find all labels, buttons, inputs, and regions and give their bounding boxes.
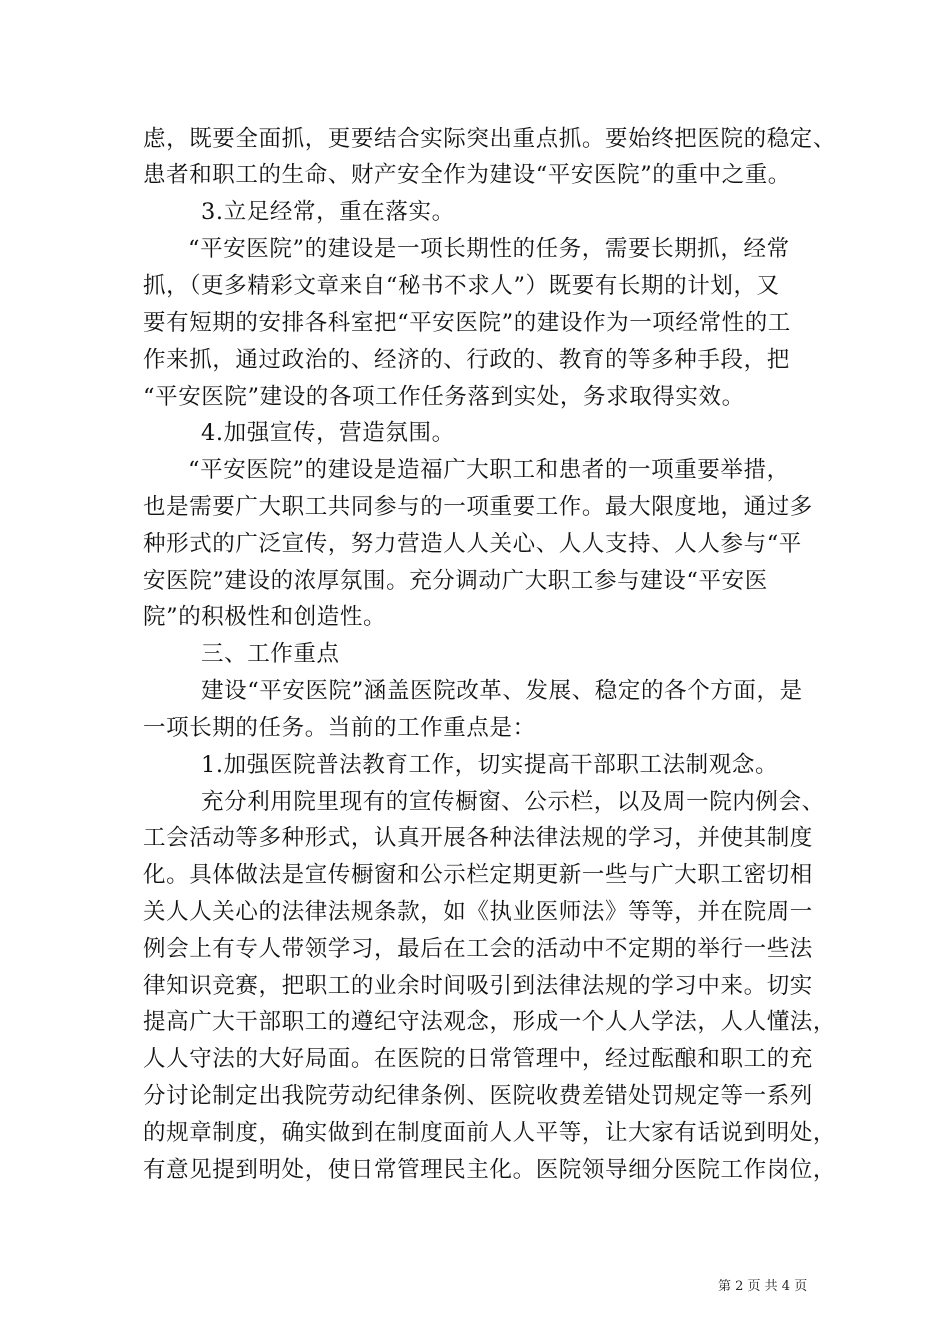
text-line: 有意见提到明处，使日常管理民主化。医院领导细分医院工作岗位， [143,1157,837,1183]
text-line: “平安医院”的建设是造福广大职工和患者的一项重要举措， [188,457,790,483]
text-line: 工会活动等多种形式，认真开展各种法律法规的学习，并使其制度 [143,825,813,851]
text-line: “平安医院”建设的各项工作任务落到实处，务求取得实效。 [143,384,745,410]
text-line: 提高广大干部职工的遵纪守法观念，形成一个人人学法，人人懂法， [143,1009,837,1035]
section-heading: 三、工作重点 [201,641,340,667]
text-line: 种形式的广泛宣传，努力营造人人关心、人人支持、人人参与“平 [143,531,802,557]
text-line: 化。具体做法是宣传橱窗和公示栏定期更新一些与广大职工密切相 [143,862,813,888]
text-line: 的规章制度，确实做到在制度面前人人平等，让大家有话说到明处， [143,1120,837,1146]
text-line: 作来抓，通过政治的、经济的、行政的、教育的等多种手段，把 [143,347,790,373]
text-line: 充分利用院里现有的宣传橱窗、公示栏，以及周一院内例会、 [201,789,825,815]
text-line: 一项长期的任务。当前的工作重点是： [143,715,536,741]
text-line: 要有短期的安排各科室把“平安医院”的建设作为一项经常性的工 [143,310,791,336]
page-number: 第 2 页 共 4 页 [718,1279,808,1294]
text-line: 律知识竞赛，把职工的业余时间吸引到法律法规的学习中来。切实 [143,973,813,999]
text-line: 分讨论制定出我院劳动纪律条例、医院收费差错处罚规定等一系列 [143,1083,813,1109]
text-line: 患者和职工的生命、财产安全作为建设“平安医院”的重中之重。 [143,162,791,188]
text-line: 也是需要广大职工共同参与的一项重要工作。最大限度地，通过多 [143,494,813,520]
text-line: 抓，（更多精彩文章来自“秘书不求人”）既要有长期的计划，又 [143,273,780,299]
text-line: 安医院”建设的浓厚氛围。充分调动广大职工参与建设“平安医 [143,568,768,594]
text-line: 关人人关心的法律法规条款，如《执业医师法》等等，并在院周一 [143,899,813,925]
subheading-3: 3.立足经常，重在落实。 [201,199,455,225]
subheading-4: 4.加强宣传，营造氛围。 [201,420,455,446]
subheading-1: 1.加强医院普法教育工作，切实提高干部职工法制观念。 [201,752,779,778]
text-line: 例会上有专人带领学习，最后在工会的活动中不定期的举行一些法 [143,936,813,962]
text-line: “平安医院”的建设是一项长期性的任务，需要长期抓，经常 [188,236,790,262]
text-line: 虑，既要全面抓，更要结合实际突出重点抓。要始终把医院的稳定、 [143,126,837,152]
text-line: 建设“平安医院”涵盖医院改革、发展、稳定的各个方面，是 [201,678,803,704]
text-line: 院”的积极性和创造性。 [143,604,387,630]
text-line: 人人守法的大好局面。在医院的日常管理中，经过酝酿和职工的充 [143,1046,813,1072]
